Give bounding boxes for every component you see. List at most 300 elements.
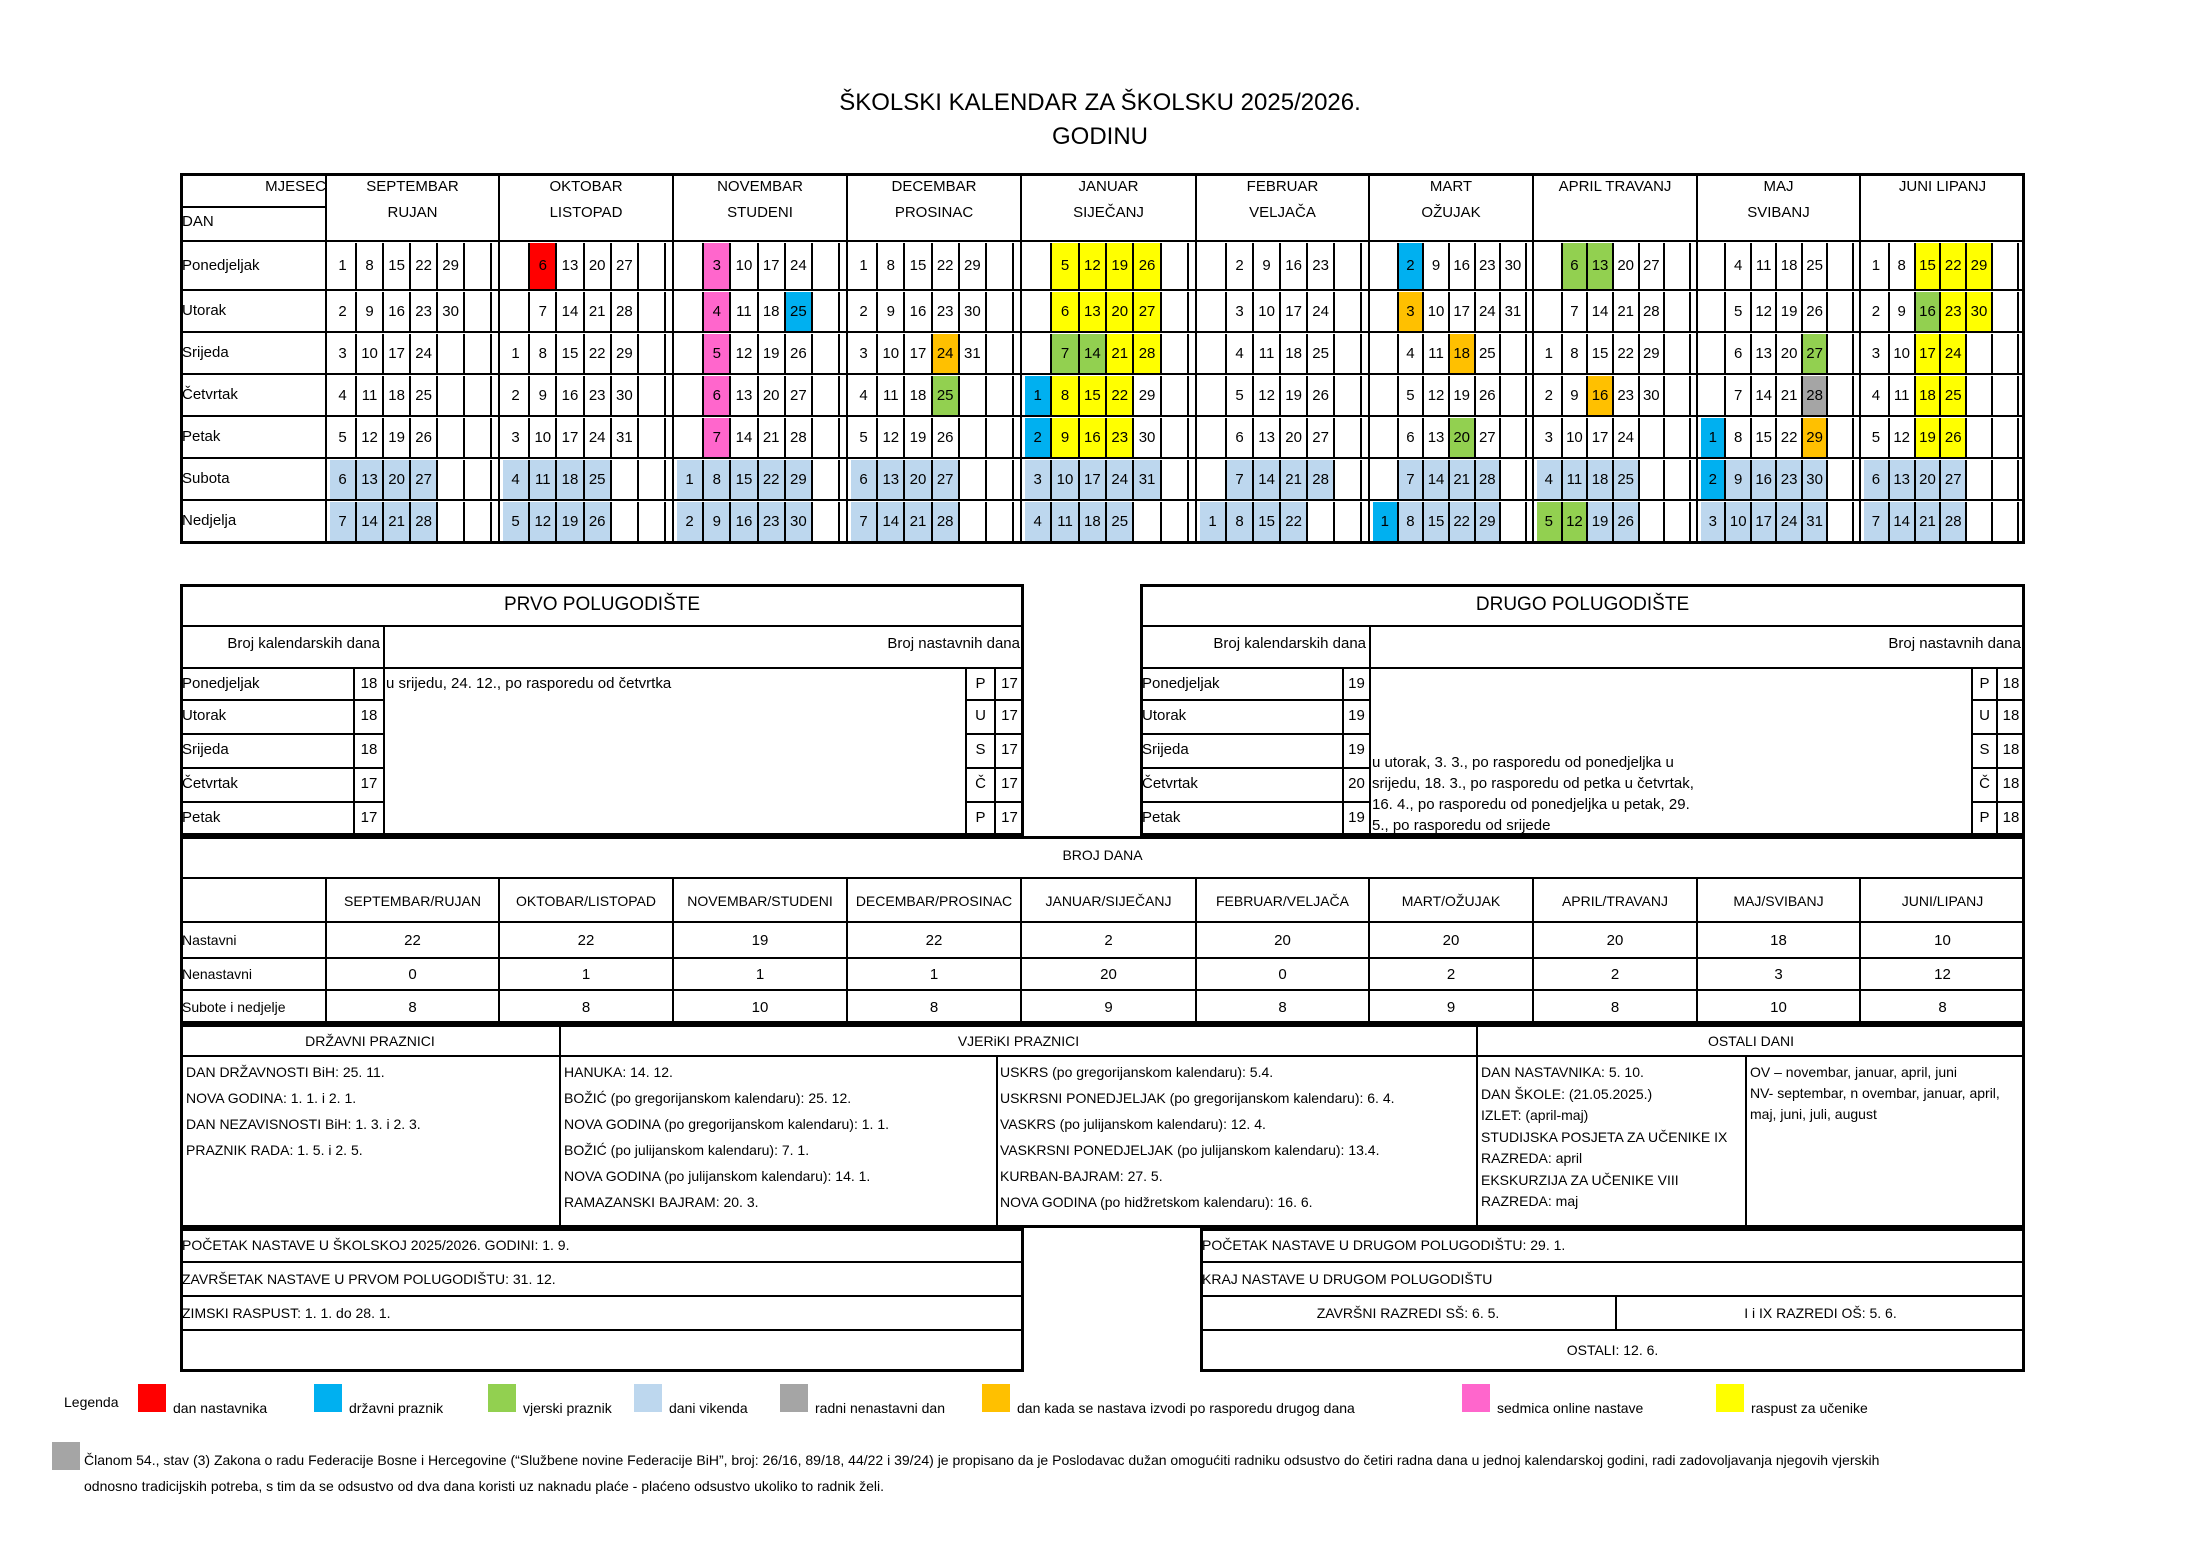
calendar-day-cell — [813, 243, 840, 289]
calendar-day-12: 12 — [1254, 376, 1281, 415]
calendar-day-18: 18 — [1450, 334, 1476, 373]
vjerski-item: VASKRS (po julijanskom kalendaru): 12. 4. — [1000, 1116, 1266, 1132]
prvo-letter: P — [975, 675, 986, 692]
calendar-day-14: 14 — [557, 292, 584, 331]
rule — [498, 173, 500, 542]
drugo-day-label: Četvrtak — [1142, 775, 1198, 792]
calendar-day-3: 3 — [851, 334, 878, 373]
calendar-day-12: 12 — [1424, 376, 1450, 415]
calendar-day-cell — [813, 502, 840, 541]
calendar-day-14: 14 — [1588, 292, 1614, 331]
calendar-day-cell — [1993, 460, 2019, 499]
calendar-day-13: 13 — [1424, 418, 1450, 457]
calendar-day-11: 11 — [357, 376, 384, 415]
calendar-day-cell — [987, 502, 1014, 541]
calendar-day-cell — [1162, 376, 1189, 415]
calendar-day-28: 28 — [1308, 460, 1335, 499]
calendar-day-11: 11 — [530, 460, 557, 499]
calendar-day-9: 9 — [1254, 243, 1281, 289]
calendar-day-13: 13 — [557, 243, 584, 289]
broj-dana-row-label: Subote i nedjelje — [182, 999, 286, 1015]
calendar-day-26: 26 — [1476, 376, 1502, 415]
calendar-day-cell — [612, 502, 639, 541]
rule — [996, 1056, 998, 1228]
calendar-day-cell — [1640, 502, 1666, 541]
calendar-day-22: 22 — [1107, 376, 1134, 415]
calendar-day-19: 19 — [759, 334, 786, 373]
prvo-letter: S — [975, 741, 986, 758]
calendar-day-21: 21 — [759, 418, 786, 457]
rule — [1532, 173, 1534, 542]
calendar-day-18: 18 — [1080, 502, 1107, 541]
legend-label: dani vikenda — [669, 1400, 748, 1416]
day-label-5: Subota — [182, 470, 230, 487]
calendar-day-16: 16 — [731, 502, 758, 541]
calendar-day-17: 17 — [759, 243, 786, 289]
month-name-2: RUJAN — [387, 204, 438, 221]
vjerski-item: NOVA GODINA (po gregorijanskom kalendaru): 1. 1. — [564, 1116, 889, 1132]
calendar-day-cell — [438, 334, 465, 373]
calendar-day-cell — [1701, 243, 1726, 289]
legend-label: dan kada se nastava izvodi po rasporedu drugog dana — [1017, 1400, 1355, 1416]
calendar-day-11: 11 — [878, 376, 905, 415]
calendar-day-6: 6 — [851, 460, 878, 499]
calendar-day-cell — [813, 334, 840, 373]
calendar-day-6: 6 — [1227, 418, 1254, 457]
calendar-day-29: 29 — [960, 243, 987, 289]
calendar-day-28: 28 — [612, 292, 639, 331]
calendar-day-18: 18 — [1777, 243, 1802, 289]
calendar-day-3: 3 — [503, 418, 530, 457]
calendar-day-4: 4 — [1227, 334, 1254, 373]
calendar-day-cell — [438, 502, 465, 541]
calendar-day-18: 18 — [557, 460, 584, 499]
calendar-day-27: 27 — [612, 243, 639, 289]
calendar-day-27: 27 — [1308, 418, 1335, 457]
broj-dana-title: BROJ DANA — [1062, 847, 1143, 863]
calendar-day-7: 7 — [1399, 460, 1425, 499]
calendar-day-cell — [1537, 292, 1563, 331]
broj-dana-value: 19 — [751, 932, 769, 949]
calendar-day-21: 21 — [1777, 376, 1802, 415]
prvo-nast-label: Broj nastavnih dana — [887, 635, 1020, 652]
drugo-day-label: Ponedjeljak — [1142, 675, 1220, 692]
calendar-day-19: 19 — [1777, 292, 1802, 331]
calendar-day-cell — [639, 376, 666, 415]
calendar-day-30: 30 — [1640, 376, 1666, 415]
calendar-day-26: 26 — [933, 418, 960, 457]
vjerski-item: BOŽIĆ (po julijanskom kalendaru): 7. 1. — [564, 1142, 810, 1158]
rule — [1859, 173, 1861, 542]
legend-label: dan nastavnika — [173, 1400, 268, 1416]
calendar-day-29: 29 — [1803, 418, 1828, 457]
calendar-day-31: 31 — [612, 418, 639, 457]
calendar-day-cell — [1335, 418, 1362, 457]
broj-dana-value: 18 — [1770, 932, 1787, 949]
calendar-day-23: 23 — [759, 502, 786, 541]
calendar-day-30: 30 — [786, 502, 813, 541]
calendar-day-21: 21 — [905, 502, 932, 541]
calendar-day-25: 25 — [585, 460, 612, 499]
rule — [180, 1295, 1024, 1297]
drugo-letter: U — [1979, 707, 1990, 724]
calendar-day-24: 24 — [1777, 502, 1802, 541]
calendar-day-18: 18 — [905, 376, 932, 415]
broj-dana-value: 8 — [408, 999, 417, 1016]
calendar-day-cell — [503, 243, 530, 289]
calendar-day-cell — [1025, 243, 1052, 289]
rule — [180, 801, 384, 803]
calendar-day-25: 25 — [1476, 334, 1502, 373]
calendar-day-24: 24 — [1476, 292, 1502, 331]
calendar-day-10: 10 — [357, 334, 384, 373]
calendar-day-26: 26 — [1614, 502, 1640, 541]
calendar-day-14: 14 — [1254, 460, 1281, 499]
calendar-day-31: 31 — [1134, 460, 1161, 499]
calendar-day-14: 14 — [1424, 460, 1450, 499]
calendar-day-7: 7 — [1563, 292, 1589, 331]
day-label-0: Ponedjeljak — [182, 256, 260, 274]
broj-dana-frame — [180, 836, 2025, 1024]
day-label-4: Petak — [182, 428, 221, 445]
drugo-nast-label: Broj nastavnih dana — [1888, 635, 2021, 652]
legend-label: raspust za učenike — [1751, 1400, 1868, 1416]
rule — [180, 240, 2025, 242]
calendar-day-18: 18 — [384, 376, 411, 415]
info-right-item: I i IX RAZREDI OŠ: 5. 6. — [1744, 1305, 1897, 1321]
rule — [966, 767, 1024, 769]
calendar-day-8: 8 — [1227, 502, 1254, 541]
broj-dana-value: 8 — [1938, 999, 1947, 1016]
calendar-day-cell — [1701, 376, 1726, 415]
rule — [180, 289, 2025, 291]
calendar-day-4: 4 — [1399, 334, 1425, 373]
drugo-nast-value: 18 — [2002, 675, 2020, 692]
prvo-day-label: Utorak — [182, 707, 227, 724]
calendar-day-7: 7 — [1726, 376, 1751, 415]
calendar-day-28: 28 — [1640, 292, 1666, 331]
broj-dana-value: 0 — [408, 966, 417, 983]
calendar-day-1: 1 — [1701, 418, 1726, 457]
calendar-day-cell — [1025, 334, 1052, 373]
calendar-day-7: 7 — [530, 292, 557, 331]
calendar-day-30: 30 — [960, 292, 987, 331]
calendar-day-8: 8 — [1563, 334, 1589, 373]
drzavni-title: DRŽAVNI PRAZNICI — [305, 1033, 435, 1049]
drugo-note-line: u utorak, 3. 3., po rasporedu od ponedjeljka u — [1372, 754, 1674, 771]
calendar-day-6: 6 — [330, 460, 357, 499]
calendar-day-cell — [987, 292, 1014, 331]
calendar-day-cell — [1162, 292, 1189, 331]
calendar-day-15: 15 — [1424, 502, 1450, 541]
calendar-day-26: 26 — [1308, 376, 1335, 415]
calendar-day-15: 15 — [557, 334, 584, 373]
calendar-day-cell — [465, 243, 492, 289]
calendar-day-cell — [1501, 376, 1527, 415]
calendar-day-11: 11 — [1052, 502, 1079, 541]
calendar-day-4: 4 — [503, 460, 530, 499]
broj-dana-value: 1 — [755, 966, 765, 983]
drugo-kal-value: 19 — [1348, 809, 1365, 826]
calendar-day-11: 11 — [1254, 334, 1281, 373]
calendar-day-cell — [1828, 502, 1853, 541]
calendar-day-18: 18 — [1588, 460, 1614, 499]
calendar-day-4: 4 — [330, 376, 357, 415]
calendar-day-cell — [1200, 292, 1227, 331]
calendar-day-15: 15 — [731, 460, 758, 499]
vjerski-title: VJERiKI PRAZNICI — [957, 1033, 1080, 1049]
calendar-day-cell — [1162, 502, 1189, 541]
calendar-day-23: 23 — [585, 376, 612, 415]
rule — [180, 667, 1024, 669]
calendar-day-17: 17 — [1080, 460, 1107, 499]
month-name-2: SVIBANJ — [1747, 204, 1810, 221]
drugo-letter: S — [1979, 741, 1990, 758]
calendar-day-9: 9 — [530, 376, 557, 415]
prvo-day-label: Četvrtak — [182, 775, 238, 792]
calendar-day-16: 16 — [1752, 460, 1777, 499]
calendar-day-cell — [438, 418, 465, 457]
month-name: APRIL TRAVANJ — [1558, 178, 1672, 195]
rule — [180, 499, 2025, 501]
broj-dana-value: 22 — [577, 932, 595, 949]
rule — [1140, 625, 2025, 627]
calendar-day-12: 12 — [1890, 418, 1916, 457]
calendar-day-cell — [1665, 418, 1691, 457]
rule — [180, 921, 2025, 923]
calendar-day-cell — [1162, 334, 1189, 373]
broj-dana-month: FEBRUAR/VELJAČA — [1215, 893, 1350, 909]
broj-dana-value: 1 — [929, 966, 939, 983]
calendar-day-26: 26 — [1134, 243, 1161, 289]
calendar-day-3: 3 — [330, 334, 357, 373]
month-name: SEPTEMBAR — [366, 178, 459, 195]
page-title — [0, 86, 2200, 154]
calendar-day-cell — [1993, 376, 2019, 415]
calendar-day-cell — [677, 334, 704, 373]
prvo-kal-value: 17 — [360, 809, 378, 826]
rule — [180, 1329, 1024, 1331]
drugo-letter: P — [1979, 809, 1990, 826]
calendar-day-cell — [1993, 243, 2019, 289]
calendar-day-15: 15 — [1588, 334, 1614, 373]
calendar-day-cell — [1828, 376, 1853, 415]
legend-swatch — [138, 1384, 166, 1412]
calendar-day-20: 20 — [384, 460, 411, 499]
broj-dana-value: 8 — [929, 999, 939, 1016]
calendar-day-cell — [1501, 502, 1527, 541]
calendar-day-19: 19 — [1107, 243, 1134, 289]
vjerski-item: NOVA GODINA (po julijanskom kalendaru): 14. 1. — [564, 1168, 871, 1184]
calendar-day-30: 30 — [1967, 292, 1993, 331]
prvo-letter: U — [975, 707, 986, 724]
calendar-day-cell — [503, 292, 530, 331]
footnote-line: odnosno tradicijskih potreba, s tim da se odsustvo od dva dana koristi uz naknadu plaće - plaćeno odsustvo ukoliko to radnik želi. — [84, 1478, 885, 1494]
calendar-day-23: 23 — [1476, 243, 1502, 289]
calendar-day-cell — [1200, 418, 1227, 457]
broj-dana-value: 22 — [404, 932, 421, 949]
calendar-day-cell — [677, 418, 704, 457]
prvo-nast-value: 17 — [1001, 741, 1018, 758]
info-right-item: OSTALI: 12. 6. — [1566, 1342, 1659, 1358]
drugo-letter: Č — [1979, 775, 1990, 792]
calendar-day-17: 17 — [1752, 502, 1777, 541]
month-name: OKTOBAR — [549, 178, 623, 195]
calendar-day-28: 28 — [1134, 334, 1161, 373]
calendar-day-20: 20 — [1777, 334, 1802, 373]
ostali-item: IZLET: (april-maj) — [1481, 1107, 1589, 1123]
calendar-day-6: 6 — [1052, 292, 1079, 331]
calendar-day-1: 1 — [330, 243, 357, 289]
calendar-day-5: 5 — [704, 334, 731, 373]
calendar-day-20: 20 — [759, 376, 786, 415]
prvo-title: PRVO POLUGODIŠTE — [503, 594, 701, 615]
calendar-day-12: 12 — [1752, 292, 1777, 331]
calendar-day-cell — [1373, 376, 1399, 415]
calendar-day-5: 5 — [1537, 502, 1563, 541]
calendar-day-19: 19 — [557, 502, 584, 541]
rule — [559, 1024, 561, 1228]
calendar-day-16: 16 — [557, 376, 584, 415]
calendar-day-24: 24 — [585, 418, 612, 457]
ostali-item: DAN ŠKOLE: (21.05.2025.) — [1481, 1085, 1653, 1102]
rule — [180, 733, 384, 735]
rule — [1972, 801, 2025, 803]
calendar-day-9: 9 — [1052, 418, 1079, 457]
drugo-day-label: Srijeda — [1142, 741, 1189, 758]
rule — [1200, 1295, 2025, 1297]
title-line-1: ŠKOLSKI KALENDAR ZA ŠKOLSKU 2025/2026. — [839, 89, 1361, 116]
rule — [1140, 767, 1370, 769]
broj-dana-value: 20 — [1274, 932, 1291, 949]
rule — [180, 767, 384, 769]
calendar-day-26: 26 — [1941, 418, 1967, 457]
calendar-day-29: 29 — [786, 460, 813, 499]
calendar-day-cell — [465, 334, 492, 373]
calendar-day-14: 14 — [731, 418, 758, 457]
calendar-day-24: 24 — [1107, 460, 1134, 499]
calendar-day-29: 29 — [1134, 376, 1161, 415]
broj-dana-month: NOVEMBAR/STUDENI — [687, 893, 833, 909]
calendar-day-2: 2 — [1025, 418, 1052, 457]
calendar-day-9: 9 — [1563, 376, 1589, 415]
rule — [180, 877, 2025, 879]
calendar-day-19: 19 — [384, 418, 411, 457]
rule — [325, 173, 327, 542]
calendar-day-6: 6 — [1563, 243, 1589, 289]
broj-dana-month: DECEMBAR/PROSINAC — [855, 893, 1013, 909]
calendar-day-cell — [1373, 243, 1399, 289]
ostali-item: EKSKURZIJA ZA UČENIKE VIII — [1481, 1171, 1679, 1188]
rule — [1972, 733, 2025, 735]
calendar-day-13: 13 — [1080, 292, 1107, 331]
drugo-note-line: 5., po rasporedu od srijede — [1372, 817, 1551, 834]
calendar-day-23: 23 — [933, 292, 960, 331]
calendar-day-cell — [1828, 460, 1853, 499]
broj-dana-value: 8 — [1278, 999, 1287, 1016]
vjerski-item: RAMAZANSKI BAJRAM: 20. 3. — [564, 1194, 759, 1210]
prvo-letter: P — [975, 809, 986, 826]
calendar-day-cell — [1665, 334, 1691, 373]
rule — [1020, 173, 1022, 542]
calendar-day-2: 2 — [1864, 292, 1890, 331]
calendar-day-27: 27 — [786, 376, 813, 415]
month-name-2: OŽUJAK — [1421, 204, 1481, 221]
calendar-day-7: 7 — [851, 502, 878, 541]
calendar-day-cell — [987, 243, 1014, 289]
calendar-day-6: 6 — [704, 376, 731, 415]
calendar-day-7: 7 — [1227, 460, 1254, 499]
rule — [1200, 1261, 2025, 1263]
calendar-day-21: 21 — [1281, 460, 1308, 499]
calendar-day-10: 10 — [1563, 418, 1589, 457]
legend-label: radni nenastavni dan — [815, 1400, 945, 1416]
rule — [1972, 699, 2025, 701]
calendar-day-cell — [1665, 376, 1691, 415]
calendar-day-cell — [1701, 292, 1726, 331]
calendar-day-20: 20 — [1450, 418, 1476, 457]
calendar-day-9: 9 — [878, 292, 905, 331]
prvo-day-label: Srijeda — [182, 741, 229, 758]
ostali-item: OV – novembar, januar, april, juni — [1750, 1064, 1958, 1080]
prvo-kal-value: 18 — [360, 707, 378, 724]
calendar-day-1: 1 — [851, 243, 878, 289]
month-name: MART — [1429, 178, 1473, 195]
calendar-day-24: 24 — [411, 334, 438, 373]
calendar-day-17: 17 — [384, 334, 411, 373]
calendar-day-cell — [1335, 376, 1362, 415]
rule — [180, 957, 2025, 959]
calendar-day-25: 25 — [1803, 243, 1828, 289]
calendar-day-20: 20 — [1916, 460, 1942, 499]
rule — [180, 699, 384, 701]
vjerski-item: USKRS (po gregorijanskom kalendaru): 5.4. — [1000, 1064, 1274, 1080]
drugo-kal-value: 19 — [1348, 741, 1365, 758]
rule — [1140, 667, 2025, 669]
broj-dana-month: JUNI/LIPANJ — [1901, 893, 1984, 909]
calendar-day-11: 11 — [731, 292, 758, 331]
calendar-day-8: 8 — [1890, 243, 1916, 289]
rule — [1195, 173, 1197, 542]
calendar-day-17: 17 — [1281, 292, 1308, 331]
drugo-day-label: Petak — [1142, 809, 1181, 826]
calendar-day-17: 17 — [557, 418, 584, 457]
calendar-day-3: 3 — [1537, 418, 1563, 457]
broj-dana-value: 20 — [1100, 966, 1117, 983]
calendar-day-cell — [1665, 460, 1691, 499]
calendar-day-25: 25 — [1941, 376, 1967, 415]
calendar-day-1: 1 — [1537, 334, 1563, 373]
calendar-day-26: 26 — [585, 502, 612, 541]
calendar-day-12: 12 — [878, 418, 905, 457]
calendar-day-9: 9 — [1890, 292, 1916, 331]
prvo-day-label: Ponedjeljak — [182, 675, 260, 692]
calendar-day-10: 10 — [1052, 460, 1079, 499]
calendar-day-cell — [1665, 243, 1691, 289]
prvo-kal-value: 18 — [360, 741, 378, 758]
calendar-day-cell — [1640, 418, 1666, 457]
calendar-day-13: 13 — [731, 376, 758, 415]
broj-dana-value: 3 — [1774, 966, 1783, 983]
calendar-day-5: 5 — [1726, 292, 1751, 331]
calendar-day-cell — [1162, 460, 1189, 499]
calendar-day-22: 22 — [1614, 334, 1640, 373]
calendar-day-cell — [960, 376, 987, 415]
ostali-item: NV- septembar, n ovembar, januar, april, — [1750, 1085, 2000, 1101]
vjerski-item: USKRSNI PONEDJELJAK (po gregorijanskom kalendaru): 6. 4. — [1000, 1090, 1395, 1106]
calendar-day-cell — [1373, 418, 1399, 457]
vjerski-item: KURBAN-BAJRAM: 27. 5. — [1000, 1168, 1163, 1184]
